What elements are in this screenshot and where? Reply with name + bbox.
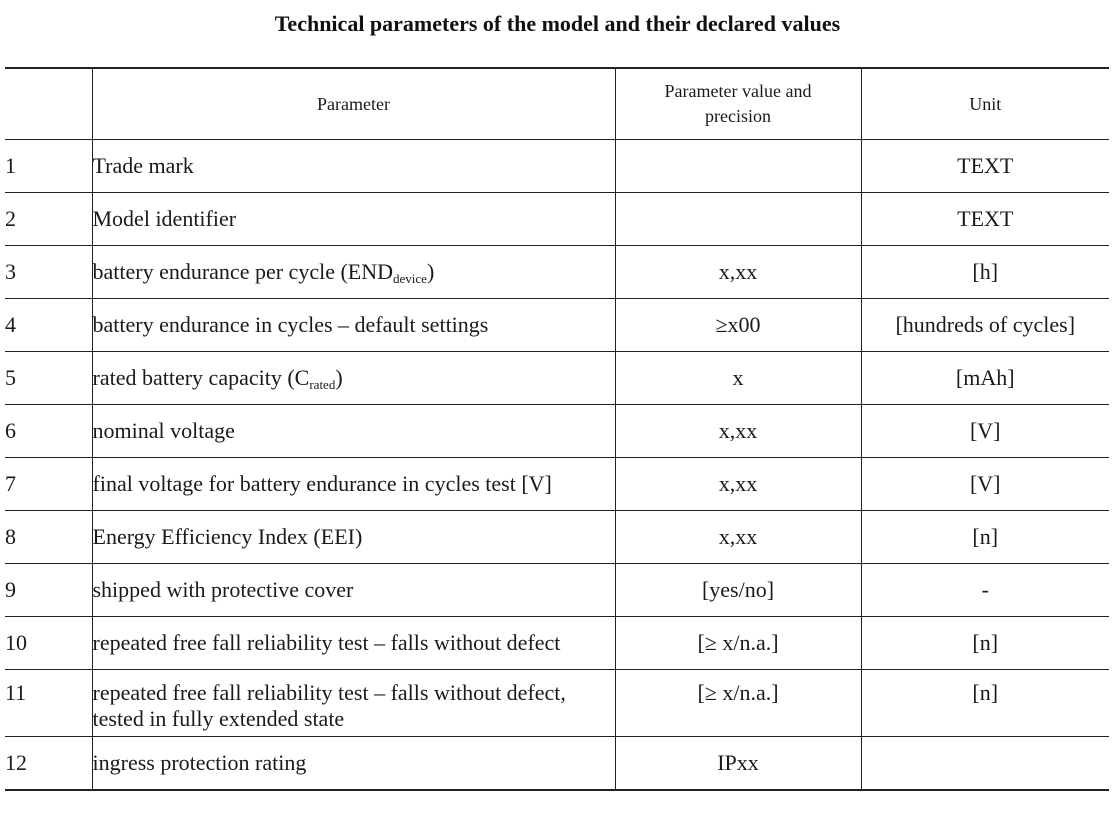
row-parameter: shipped with protective cover [92, 564, 615, 617]
row-value: x,xx [615, 246, 861, 299]
row-parameter: repeated free fall reliability test – falls without defect [92, 617, 615, 670]
table-row [5, 299, 1109, 352]
table-row [5, 405, 1109, 458]
row-value [615, 193, 861, 246]
header-value [615, 68, 861, 140]
row-parameter-subscript: rated [309, 377, 336, 392]
row-unit: [hundreds of cycles] [861, 299, 1109, 352]
row-parameter: Energy Efficiency Index (EEI) [92, 511, 615, 564]
row-number: 8 [5, 511, 92, 564]
header-value-line2: precision [705, 106, 771, 126]
page-title: Technical parameters of the model and their declared values [274, 11, 841, 36]
row-value: x,xx [615, 458, 861, 511]
row-number: 9 [5, 564, 92, 617]
row-value: [≥ x/n.a.] [615, 670, 861, 737]
row-unit: [V] [861, 458, 1109, 511]
table-row [5, 564, 1109, 617]
row-unit: [V] [861, 405, 1109, 458]
row-unit: [n] [861, 511, 1109, 564]
row-parameter-tail: ) [426, 259, 435, 284]
row-value: [≥ x/n.a.] [615, 617, 861, 670]
row-unit: [n] [861, 670, 1109, 737]
row-number: 6 [5, 405, 92, 458]
row-number: 10 [5, 617, 92, 670]
table-row [5, 352, 1109, 405]
row-value: IPxx [615, 737, 861, 791]
row-unit: [n] [861, 617, 1109, 670]
row-parameter: Model identifier [92, 193, 615, 246]
row-value: x,xx [615, 405, 861, 458]
table-row [5, 737, 1109, 791]
row-unit [861, 737, 1109, 791]
row-number: 11 [5, 670, 92, 737]
row-number: 2 [5, 193, 92, 246]
row-number: 7 [5, 458, 92, 511]
row-number: 12 [5, 737, 92, 791]
row-parameter-subscript: device [393, 271, 427, 286]
row-unit: TEXT [861, 193, 1109, 246]
row-parameter [92, 246, 615, 299]
row-parameter-text: battery endurance per cycle (END [92, 259, 394, 284]
row-number: 1 [5, 140, 92, 193]
row-parameter: ingress protection rating [92, 737, 615, 791]
table-row [5, 670, 1109, 737]
row-parameter-line2: tested in fully extended state [92, 706, 345, 731]
table-row [5, 458, 1109, 511]
header-value-line1: Parameter value and [664, 81, 812, 101]
header-number [5, 68, 92, 140]
row-value [615, 140, 861, 193]
row-parameter: Trade mark [92, 140, 615, 193]
table-row [5, 193, 1109, 246]
row-parameter-tail: ) [335, 365, 343, 390]
row-parameter-line1: repeated free fall reliability test – falls without defect, [92, 680, 566, 705]
table-row [5, 511, 1109, 564]
row-number: 3 [5, 246, 92, 299]
row-number: 4 [5, 299, 92, 352]
row-parameter: nominal voltage [92, 405, 615, 458]
table-row [5, 140, 1109, 193]
row-parameter: battery endurance in cycles – default settings [92, 299, 615, 352]
header-unit: Unit [861, 68, 1109, 140]
header-parameter: Parameter [92, 68, 615, 140]
row-parameter [92, 352, 615, 405]
row-unit: TEXT [861, 140, 1109, 193]
parameters-table [5, 67, 1109, 791]
row-value: ≥x00 [615, 299, 861, 352]
row-unit: - [861, 564, 1109, 617]
row-parameter-text: rated battery capacity (C [92, 365, 310, 390]
row-unit: [mAh] [861, 352, 1109, 405]
row-parameter [92, 670, 615, 737]
table-row [5, 617, 1109, 670]
row-parameter: final voltage for battery endurance in cycles test [V] [92, 458, 615, 511]
row-value: [yes/no] [615, 564, 861, 617]
table-row [5, 246, 1109, 299]
row-value: x [615, 352, 861, 405]
row-unit: [h] [861, 246, 1109, 299]
row-value: x,xx [615, 511, 861, 564]
row-number: 5 [5, 352, 92, 405]
table-header-row [5, 68, 1109, 140]
